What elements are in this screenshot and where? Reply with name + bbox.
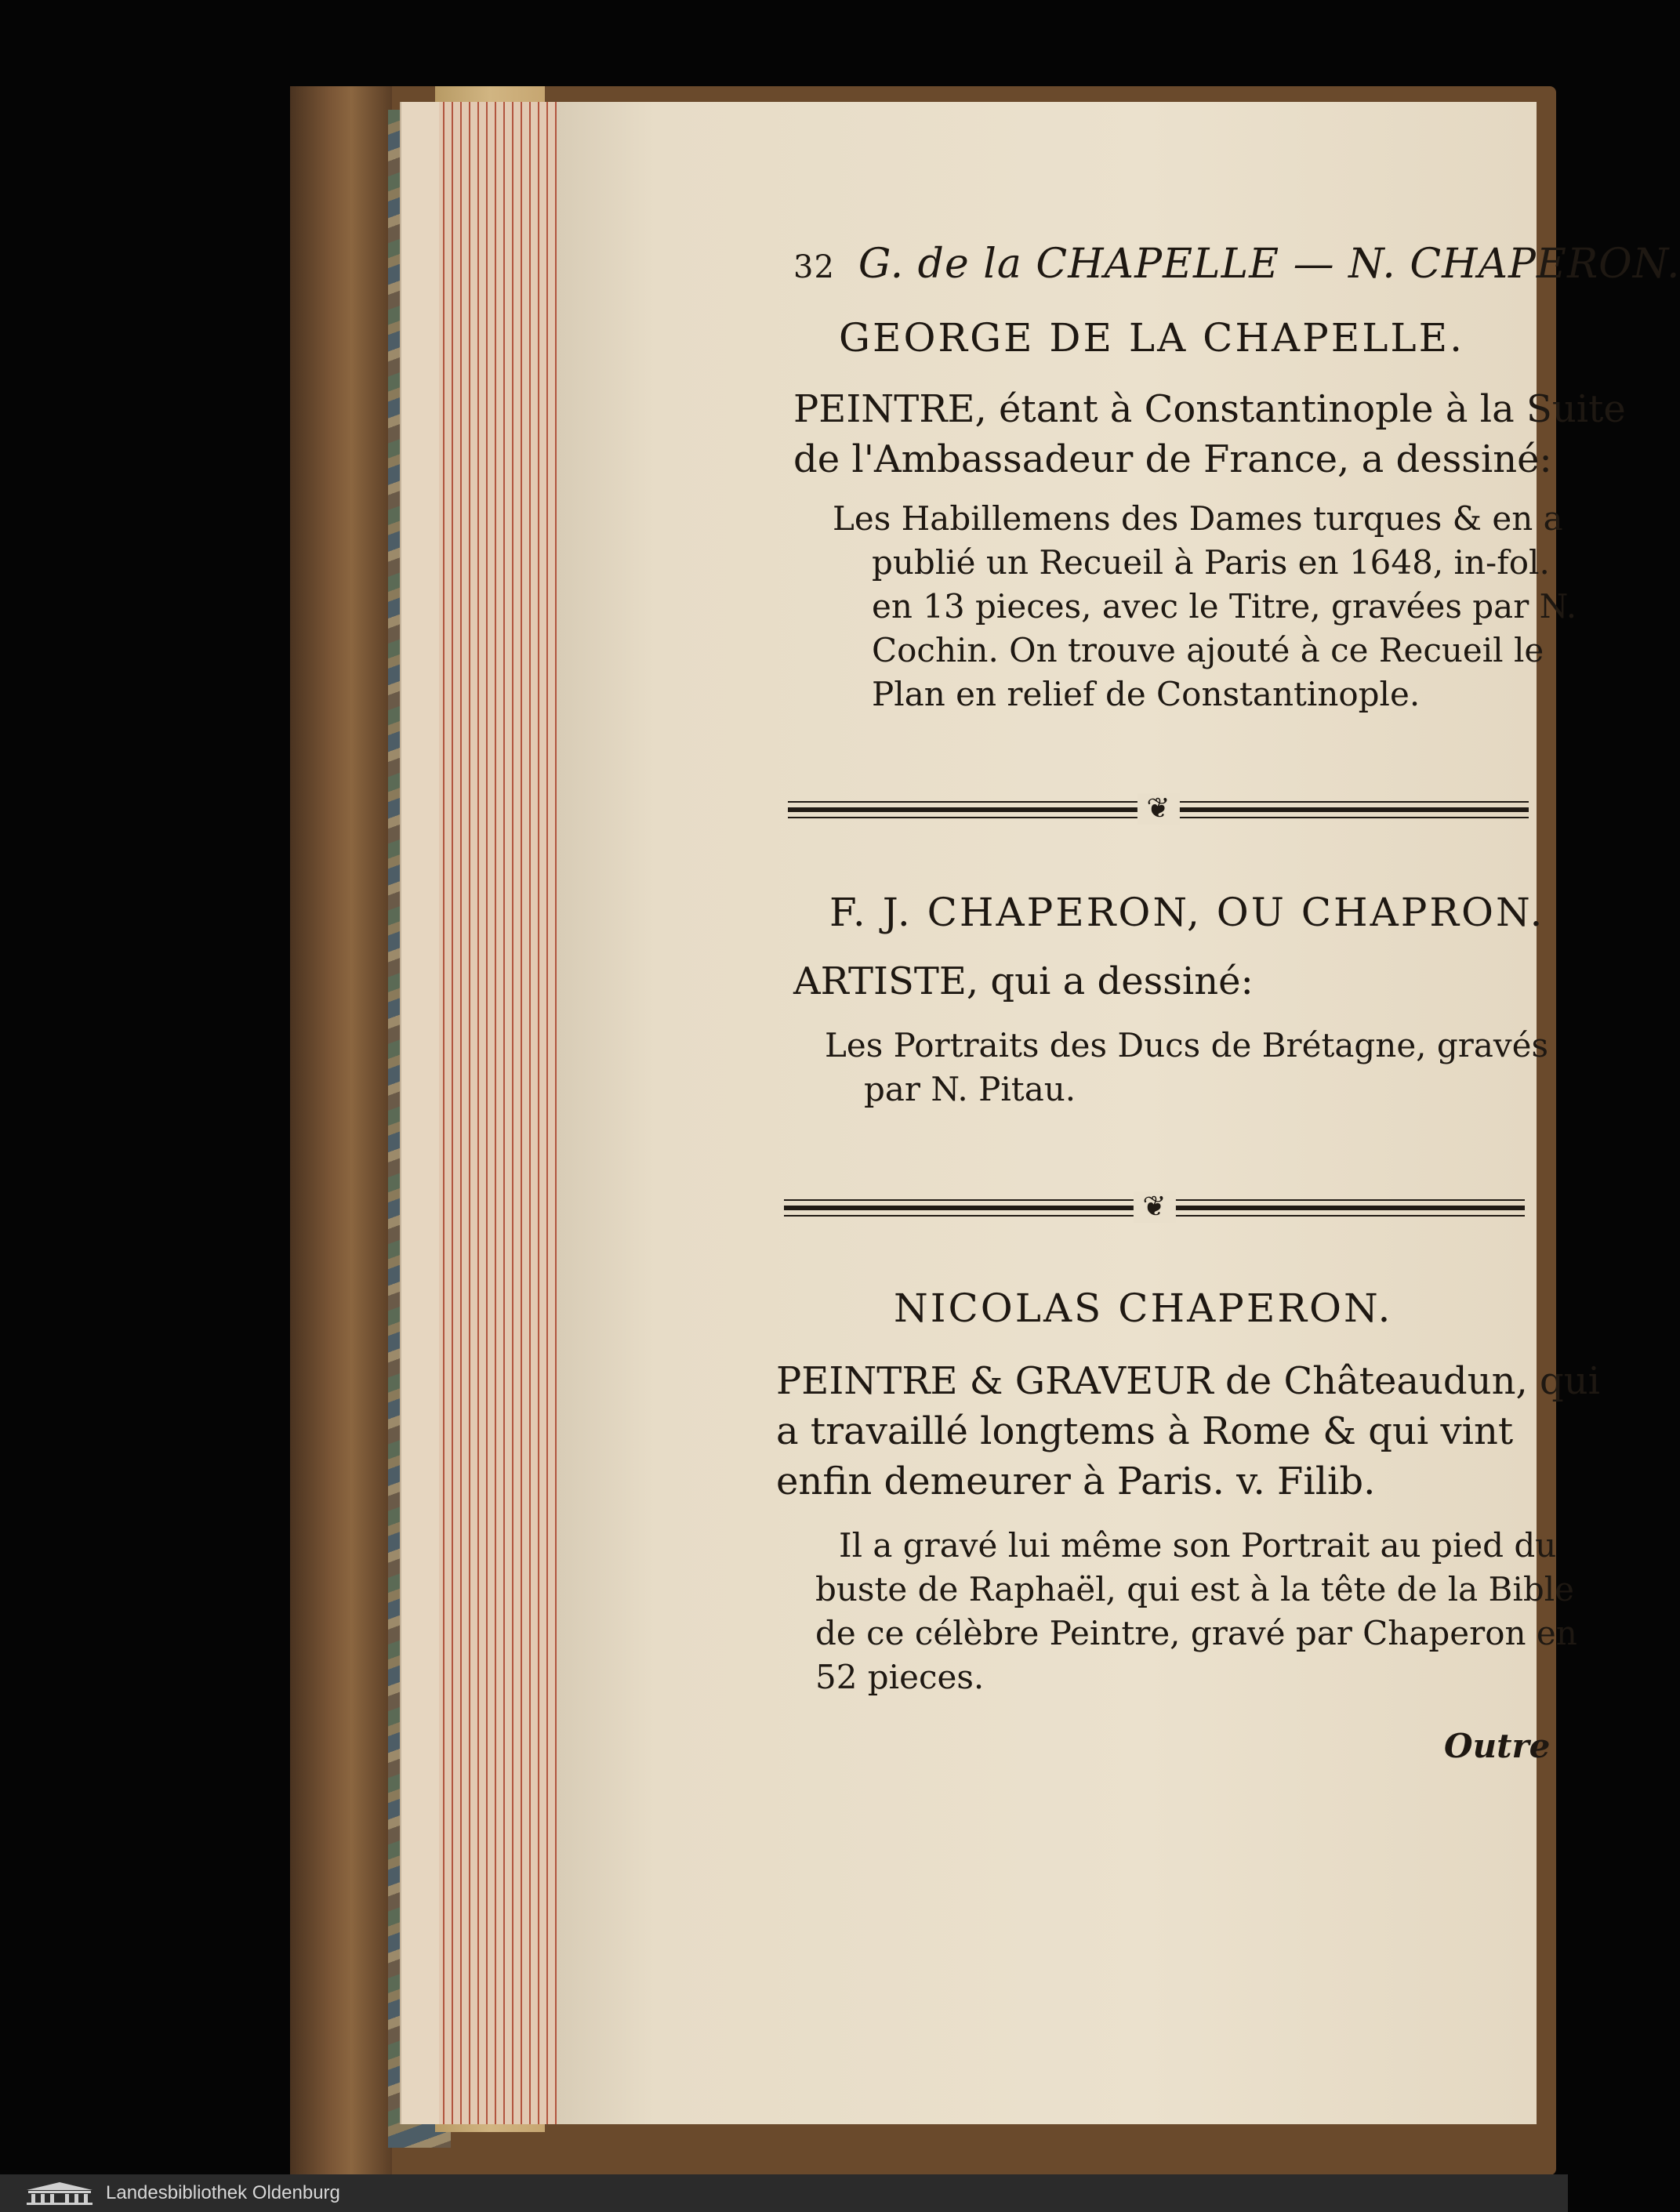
section1-entry-line: en 13 pieces, avec le Titre, gravées par N. xyxy=(872,587,1577,626)
library-building-icon xyxy=(24,2181,96,2206)
footer-bar xyxy=(0,2174,1568,2212)
section1-intro-line2: de l'Ambassadeur de France, a dessiné: xyxy=(793,437,1552,481)
section3-entry-line: 52 pieces. xyxy=(815,1658,985,1696)
section1-entry-line: publié un Recueil à Paris en 1648, in-fol. xyxy=(872,543,1550,582)
section3-intro-line: PEINTRE & GRAVEUR de Châteaudun, qui xyxy=(776,1359,1600,1403)
red-page-edges xyxy=(439,102,561,2124)
section3-intro-line: a travaillé longtems à Rome & qui vint xyxy=(776,1409,1514,1453)
section1-entry-line: Les Habillemens des Dames turques & en a xyxy=(833,499,1563,538)
section1-intro-line1: PEINTRE, étant à Constantinople à la Suite xyxy=(793,387,1626,431)
page-number: 32 xyxy=(793,249,835,285)
section2-entry-line: par N. Pitau. xyxy=(864,1070,1076,1108)
ornament-divider xyxy=(788,792,1529,825)
section3-entry-line: buste de Raphaël, qui est à la tête de la Bible xyxy=(815,1570,1575,1608)
ornament-divider xyxy=(784,1191,1525,1223)
section1-entry-line: Cochin. On trouve ajouté à ce Recueil le xyxy=(872,631,1544,669)
section3-intro-line: enfin demeurer à Paris. v. Filib. xyxy=(776,1460,1376,1503)
ornament-fleuron-icon: ❦ xyxy=(1137,793,1179,825)
section-heading-george: GEORGE DE LA CHAPELLE. xyxy=(839,315,1465,361)
leather-cover xyxy=(290,86,392,2175)
section1-entry-line: Plan en relief de Constantinople. xyxy=(872,675,1421,713)
running-header xyxy=(793,241,1680,288)
section2-intro-line1: ARTISTE, qui a dessiné: xyxy=(793,959,1254,1003)
ornament-fleuron-icon: ❦ xyxy=(1133,1191,1175,1223)
library-name: Landesbibliothek Oldenburg xyxy=(106,2182,340,2203)
section-heading-nicolas: NICOLAS CHAPERON. xyxy=(894,1285,1393,1331)
section3-entry-line: Il a gravé lui même son Portrait au pied du xyxy=(839,1526,1557,1565)
section-heading-chaperon-fj: F. J. CHAPERON, OU CHAPRON. xyxy=(829,890,1545,935)
running-title: G. de la CHAPELLE — N. CHAPERON. xyxy=(858,241,1680,288)
catchword: Outre xyxy=(1444,1727,1551,1765)
section2-entry-line: Les Portraits des Ducs de Brétagne, gravés xyxy=(825,1026,1549,1064)
section3-entry-line: de ce célèbre Peintre, gravé par Chaperon en xyxy=(815,1614,1577,1652)
